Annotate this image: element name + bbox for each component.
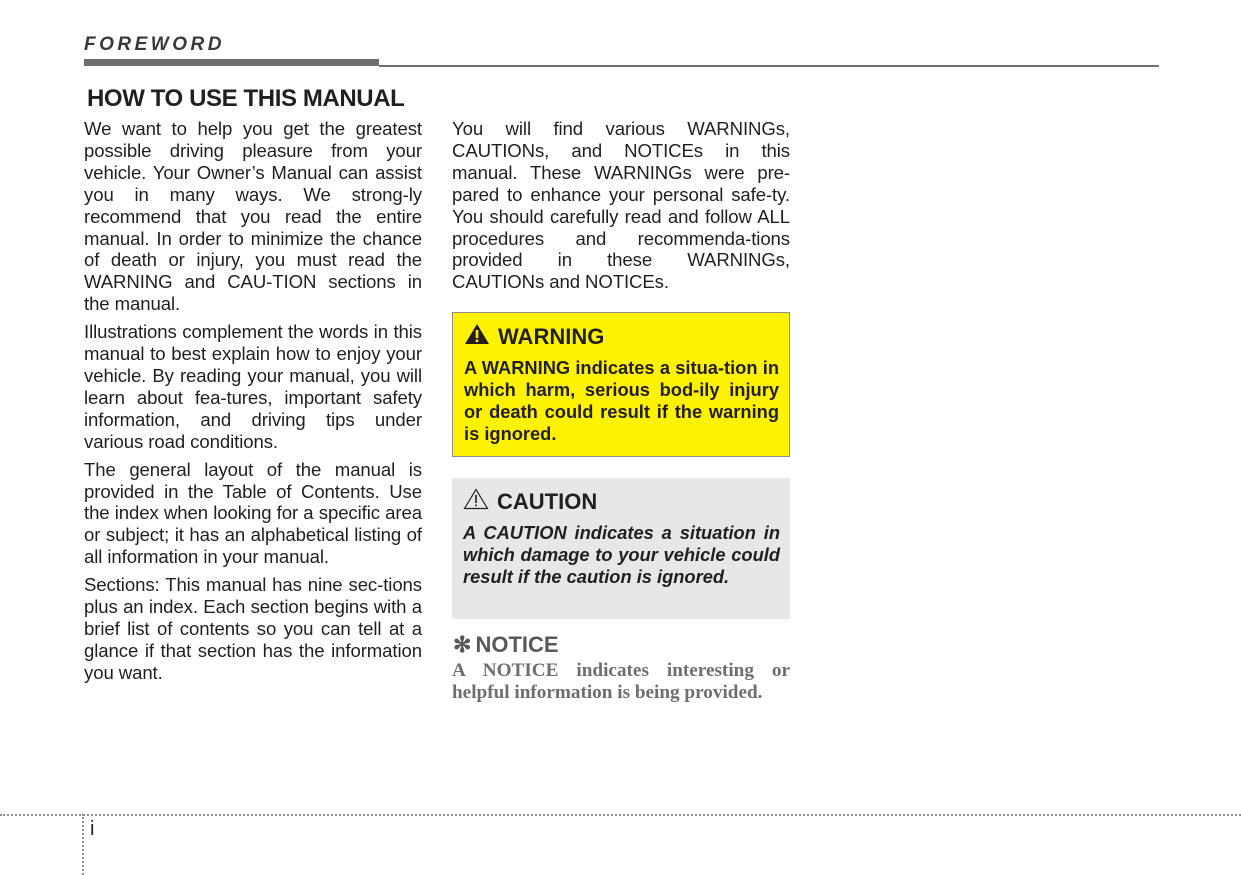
caution-heading-row — [463, 488, 780, 516]
left-column — [84, 118, 422, 690]
notice-heading: NOTICE — [475, 632, 559, 657]
page-title: HOW TO USE THIS MANUAL — [87, 85, 405, 112]
footer-dotted-vertical — [82, 814, 84, 875]
header-rule-thin — [379, 65, 1159, 67]
caution-text: A CAUTION indicates a situation in which damage to your vehicle could result if the caution is ignored. — [463, 522, 780, 587]
warning-heading-row — [464, 323, 779, 351]
paragraph-intro: We want to help you get the greatest possible driving pleasure from your vehicle. Your Owner’s Manual can assist you in many ways. We strong-ly recommend that you read the entire manual. In order to minimize the chance of death or injury, you must read the WARNING and CAU-TION sections in the manual. — [84, 118, 422, 315]
paragraph-illustrations: Illustrations complement the words in this manual to best explain how to enjoy your vehicle. By reading your manual, you will learn about fea-tures, important safety information, and driving tips under various road conditions. — [84, 321, 422, 452]
caution-triangle-icon — [463, 488, 497, 516]
paragraph-sections: Sections: This manual has nine sec-tions plus an index. Each section begins with a brief list of contents so you can tell at a glance if that section has the information you want. — [84, 574, 422, 683]
footer-dotted-rule — [0, 814, 1241, 816]
notice-star-icon: ✻ — [453, 632, 472, 657]
warning-box — [452, 312, 790, 457]
warning-triangle-icon — [464, 323, 498, 351]
paragraph-layout: The general layout of the manual is provided in the Table of Contents. Use the index when looking for a specific area or subject; it has an alphabetical listing of all information in your manual. — [84, 458, 422, 568]
right-column — [452, 118, 790, 299]
warning-heading: WARNING — [498, 324, 605, 349]
notice-text: A NOTICE indicates interesting or helpful information is being provided. — [452, 660, 790, 703]
caution-heading: CAUTION — [497, 489, 598, 514]
header-rule-thick — [84, 59, 379, 66]
paragraph-warnings-intro: You will find various WARNINGs, CAUTIONs, and NOTICEs in this manual. These WARNINGs were pre-pared to enhance your personal safe-ty. You should carefully read and follow ALL procedures and recommenda-tions provided in these WARNINGs, CAUTIONs and NOTICEs. — [452, 118, 790, 293]
page-number: i — [90, 818, 95, 840]
warning-text: A WARNING indicates a situa-tion in which harm, serious bod-ily injury or death could result if the warning is ignored. — [464, 357, 779, 444]
notice-heading-row — [453, 632, 559, 658]
caution-box — [452, 478, 790, 619]
section-header-label: FOREWORD — [84, 34, 225, 55]
